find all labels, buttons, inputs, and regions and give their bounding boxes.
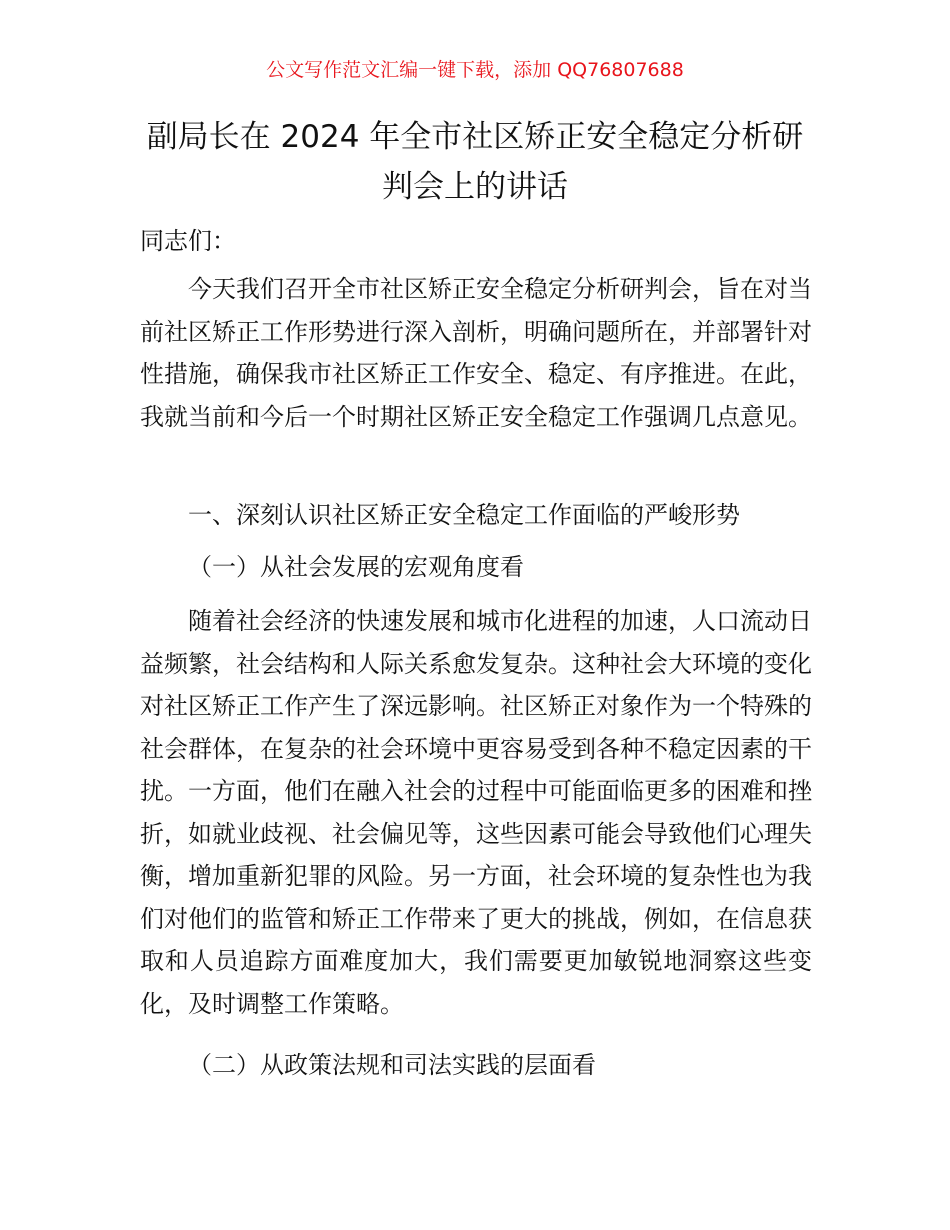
- paragraph-social-development: 随着社会经济的快速发展和城市化进程的加速，人口流动日益频繁，社会结构和人际关系愈发复杂。这种社会大环境的变化对社区矫正工作产生了深远影响。社区矫正对象作为一个特殊的社会群体，在复杂的社会环境中更容易受到各种不稳定因素的干扰。一方面，他们在融入社会的过程中可能面临更多的困难和挫折，如就业歧视、社会偏见等，这些因素可能会导致他们心理失衡，增加重新犯罪的风险。另一方面，社会环境的复杂性也为我们对他们的监管和矫正工作带来了更大的挑战，例如，在信息获取和人员追踪方面难度加大，我们需要更加敏锐地洞察这些变化，及时调整工作策略。: [140, 607, 812, 1018]
- title-line-2: 判会上的讲话: [382, 169, 568, 205]
- title-line-1: 副局长在 2024 年全市社区矫正安全稳定分析研: [146, 119, 804, 155]
- download-banner: 公文写作范文汇编一键下载，添加 QQ76807688: [266, 59, 684, 81]
- section-heading-1: 一、深刻认识社区矫正安全稳定工作面临的严峻形势: [188, 501, 740, 529]
- subsection-heading-1-1: （一）从社会发展的宏观角度看: [188, 553, 524, 581]
- document-title: [140, 112, 810, 212]
- paragraph-intro: 今天我们召开全市社区矫正安全稳定分析研判会，旨在对当前社区矫正工作形势进行深入剖析，明确问题所在，并部署针对性措施，确保我市社区矫正工作安全、稳定、有序推进。在此，我就当前和今后一个时期社区矫正安全稳定工作强调几点意见。: [140, 275, 812, 431]
- salutation: 同志们：: [140, 227, 236, 255]
- subsection-heading-1-2: （二）从政策法规和司法实践的层面看: [188, 1051, 596, 1079]
